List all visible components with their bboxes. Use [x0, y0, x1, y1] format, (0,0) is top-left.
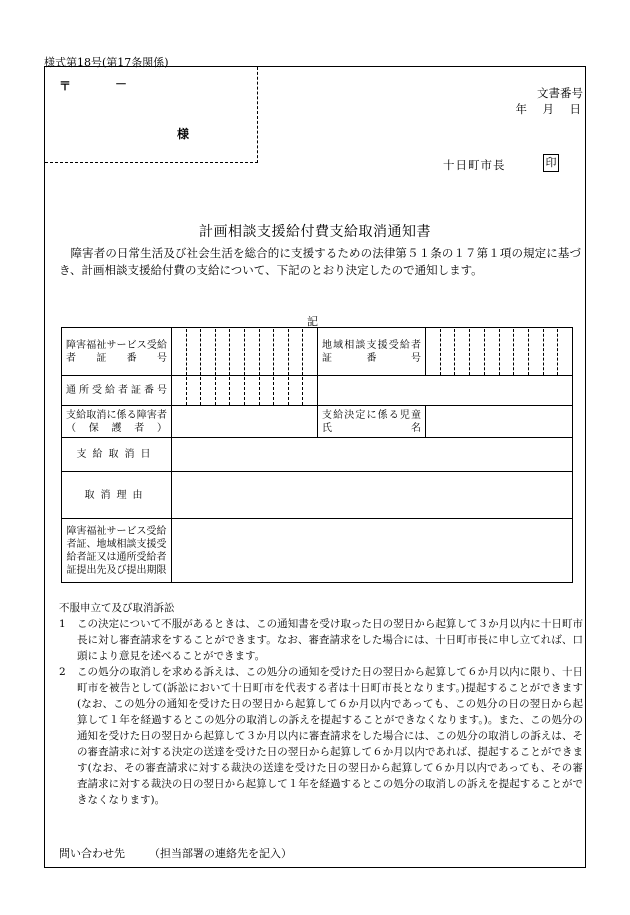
doc-date-label: 年 月 日 [515, 102, 583, 116]
postal-mark: 〒 [59, 79, 72, 93]
note-number: 1 [59, 618, 66, 630]
note-number: 2 [59, 666, 66, 678]
page-title: 計画相談支援給付費支給取消通知書 [199, 224, 431, 240]
note-item [59, 664, 583, 808]
cancel-date-field [172, 438, 573, 472]
welfare-cert-no-field [172, 328, 318, 376]
form-code: 様式第18号(第17条関係) [44, 56, 169, 69]
contact-detail: （担当部署の連絡先を記入） [149, 847, 292, 860]
facility-cert-no-label: 通所受給者証番号 [62, 376, 172, 406]
note-text: この処分の取消しを求める訴えは、この処分の通知を受けた日の翌日から起算して６か月以内に限り、十日町市を被告として(訴訟において十日町市を代表する者は十日町市長となります。)提起することができます(なお、この処分の通知を受けた日の翌日から起算して６か月以内であっても、この処分の日の翌日から起算して１年を経過するとこの処分の取消しの訴えを提起することができなくなります。)。また、この処分の通知を受けた日の翌日から起算して３か月以内に審査請求をした場合には、この処分の取消しの訴えは、その審査請求に対する決定の送達を受けた日の翌日から起算して６か月以内であれば、提起することができます(なお、その審査請求に対する裁決の送達を受けた日の翌日から起算して６か月以内であっても、その審査請求に対する裁決の日の翌日から起算して１年を経過するとこの処分の取消しの訴えを提起することができなくなります)。 [77, 666, 583, 806]
ki-heading: 記 [307, 315, 318, 328]
contact-line [59, 845, 292, 861]
regional-cert-no-field [426, 328, 573, 376]
child-name-field [426, 406, 573, 438]
welfare-cert-no-label: 障害福祉サービス受給者証番号 [62, 328, 172, 376]
document-frame [44, 66, 586, 868]
seal-mark: 印 [543, 154, 559, 172]
disabled-person-field [172, 406, 318, 438]
postal-dash: － [115, 77, 128, 91]
address-box [45, 67, 258, 163]
child-name-label: 支給決定に係る児童氏名 [318, 406, 426, 438]
info-table [61, 327, 573, 583]
contact-label: 問い合わせ先 [59, 847, 125, 860]
facility-blank-cell [318, 376, 573, 406]
facility-cert-no-field [172, 376, 318, 406]
cancel-date-label: 支給取消日 [62, 438, 172, 472]
cancel-reason-label: 取消理由 [62, 472, 172, 519]
notes-heading: 不服申立て及び取消訴訟 [59, 602, 175, 614]
note-item [59, 616, 583, 664]
doc-number-label: 文書番号 [537, 86, 583, 100]
submission-label: 障害福祉サービス受給者証、地域相談支援受給者証又は通所受給者証提出先及び提出期限 [62, 519, 172, 583]
note-text: この決定について不服があるときは、この通知書を受け取った日の翌日から起算して３か月以内に十日町市長に対し審査請求をすることができます。なお、審査請求をした場合には、十日町市長に申し立てれば、口頭により意見を述べることができます。 [77, 618, 583, 662]
submission-field [172, 519, 573, 583]
notes-list [59, 616, 583, 808]
honorific: 様 [177, 127, 190, 141]
cancel-reason-field [172, 472, 573, 519]
disabled-person-label: 支給取消に係る障害者（保護者） [62, 406, 172, 438]
regional-cert-no-label: 地域相談支援受給者証番号 [318, 328, 426, 376]
intro-text: 障害者の日常生活及び社会生活を総合的に支援するための法律第５１条の１７第１項の規定に基づき、計画相談支援給付費の支給について、下記のとおり決定したので通知します。 [59, 246, 581, 277]
issuer: 十日町市長 [443, 158, 506, 172]
